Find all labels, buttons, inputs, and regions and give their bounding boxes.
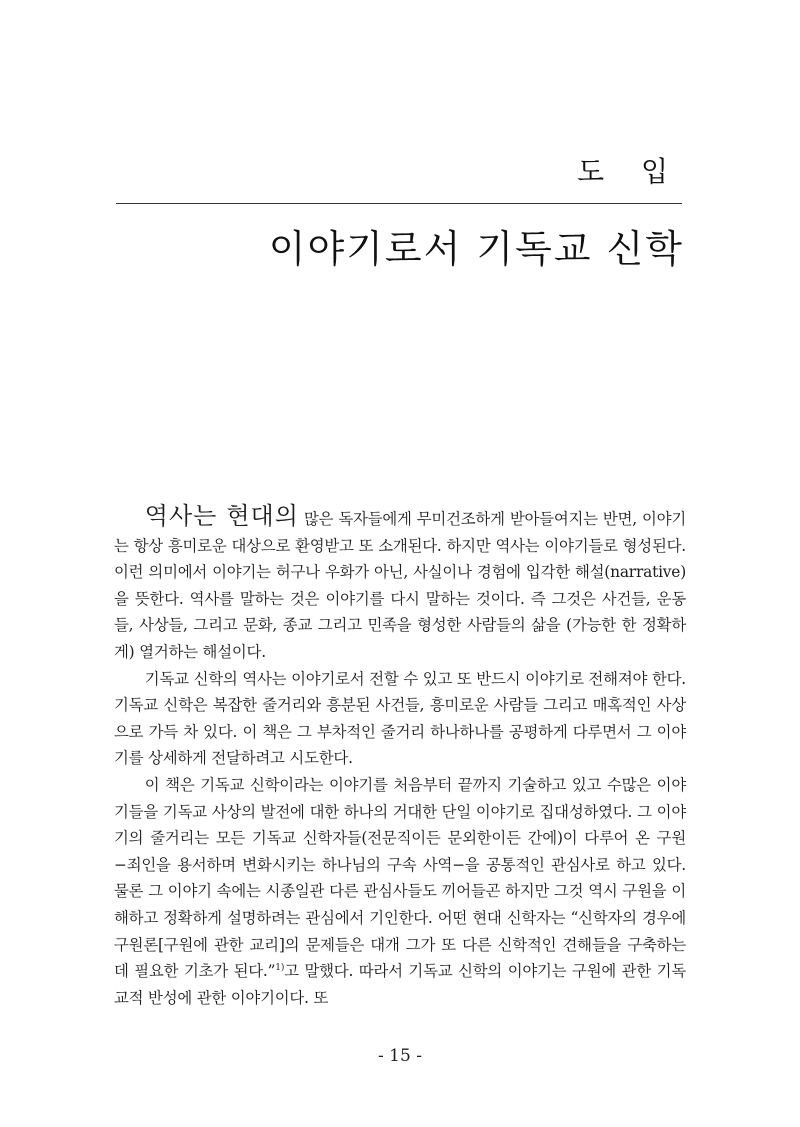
page-number: - 15 - [378, 1046, 422, 1066]
chapter-label: 도 입 [577, 155, 682, 188]
paragraph-text: 이 책은 기독교 신학이라는 이야기를 처음부터 끝까지 기술하고 있고 수많은 이야기들을 기독교 사상의 발전에 대한 하나의 거대한 단일 이야기로 집대성하였다. 그 이야기의 줄거리는 모든 기독교 신학자들(전문직이든 문외한이든 간에)이 다루어 온 구원−죄인을 용서하며 변화시키는 하나님의 구속 사역−을 공통적인 관심사로 하고 있다. 물론 그 이야기 속에는 시종일관 다른 관심사들도 끼어들곤 하지만 그것 역시 구원을 이해하고 정확하게 설명하려는 관심에서 기인한다. 어떤 현대 신학자는 “신학자의 경우에 구원론[구원에 관한 교리]의 문제들은 대개 그가 또 다른 신학적인 견해들을 구축하는 데 필요한 기초가 된다.” [114, 775, 686, 981]
paragraph [114, 503, 686, 666]
paragraph-text: 많은 독자들에게 무미건조하게 받아들여지는 반면, 이야기는 항상 흥미로운 대상으로 환영받고 또 소개된다. 하지만 역사는 이야기들로 형성된다. 이런 의미에서 이야기는 허구나 우화가 아닌, 사실이나 경험에 입각한 해설(narrative)을 뜻한다. 역사를 말하는 것은 이야기를 다시 말하는 것이다. 즉 그것은 사건들, 운동들, 사상들, 그리고 문화, 종교 그리고 민족을 형성한 사람들의 삶을 (가능한 한 정확하게) 열거하는 해설이다. [114, 510, 686, 661]
footnote-reference[interactable]: 1) [275, 962, 285, 973]
paragraph-text: 고 말했다. 따라서 기독교 신학의 이야기는 구원에 관한 기독교적 반성에 관한 이야기이다. 또 [114, 962, 686, 1007]
paragraph [114, 772, 686, 1011]
paragraph-text: 기독교 신학의 역사는 이야기로서 전할 수 있고 또 반드시 이야기로 전해져야 한다. 기독교 신학은 복잡한 줄거리와 흥분된 사건들, 흥미로운 사람들 그리고 매혹적인 사상으로 가득 차 있다. 이 책은 그 부차적인 줄거리 하나하나를 공평하게 다루면서 그 이야기를 상세하게 전달하려고 시도한다. [114, 669, 686, 768]
title-divider [116, 203, 682, 204]
paragraph [114, 666, 686, 772]
body-text [114, 503, 686, 1011]
chapter-title: 이야기로서 기독교 신학 [268, 227, 684, 271]
paragraph-lead-in: 역사는 현대의 [144, 502, 299, 530]
